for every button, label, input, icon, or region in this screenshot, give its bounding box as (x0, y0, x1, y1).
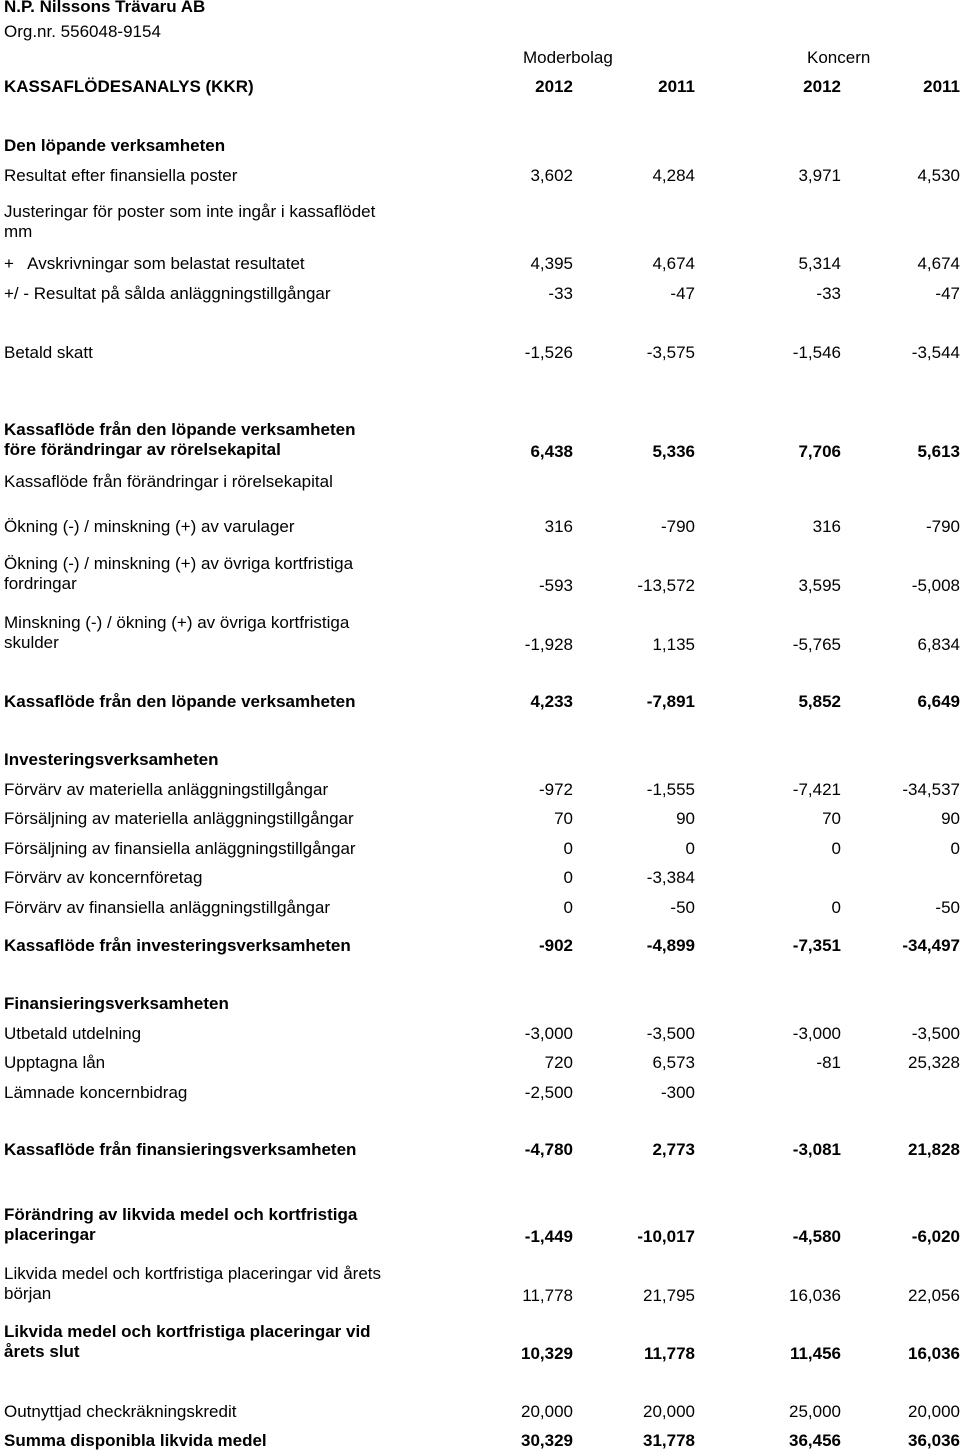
row-label: Outnyttjad checkräkningskredit (4, 1402, 237, 1421)
row-label: + Avskrivningar som belastat resultatet (4, 254, 305, 273)
cell-value: -3,384 (646, 868, 695, 887)
cell-value: 36,456 (789, 1431, 841, 1450)
cell-value: 3,595 (798, 576, 841, 595)
cell-value: 316 (544, 517, 573, 536)
row-label: Upptagna lån (4, 1053, 106, 1072)
cell-value: -2,500 (524, 1083, 573, 1102)
row-label (4, 1264, 381, 1304)
row-label-line: Justeringar för poster som inte ingår i kassaflödet (4, 202, 376, 221)
cell-value: 4,674 (917, 254, 960, 273)
cell-value: 720 (544, 1053, 573, 1072)
org-number: Org.nr. 556048-9154 (4, 22, 161, 41)
row-label: Kassaflöde från finansieringsverksamheten (4, 1140, 357, 1159)
cell-value: -13,572 (637, 576, 695, 595)
table-row (0, 254, 960, 274)
cell-value: -972 (538, 780, 573, 799)
cell-value: 5,336 (652, 442, 695, 461)
cell-value: 5,613 (917, 442, 960, 461)
table-row (0, 1024, 960, 1044)
document-title: KASSAFLÖDESANALYS (KKR) (4, 77, 254, 96)
table-row (0, 1053, 960, 1073)
row-label-line: före förändringar av rörelsekapital (4, 440, 281, 459)
row-label: Summa disponibla likvida medel (4, 1431, 267, 1450)
cell-value: 36,036 (908, 1431, 960, 1450)
row-label-line: fordringar (4, 574, 77, 593)
cell-value: 6,438 (530, 442, 573, 461)
year-header: 2012 (535, 77, 573, 96)
table-row (0, 780, 960, 800)
cell-value: -5,008 (911, 576, 960, 595)
cell-value: 316 (812, 517, 841, 536)
row-label-line: mm (4, 222, 33, 241)
subtotal-row (0, 1140, 960, 1160)
table-row (0, 1402, 960, 1422)
subtotal-row (0, 420, 960, 461)
cell-value: 20,000 (521, 1402, 573, 1421)
cell-value: 1,135 (652, 635, 695, 654)
row-label: +/ - Resultat på sålda anläggningstillgångar (4, 284, 331, 303)
row-label: Betald skatt (4, 343, 93, 362)
cell-value: 0 (950, 839, 960, 858)
cell-value: -34,537 (902, 780, 960, 799)
row-label-line: skulder (4, 633, 59, 652)
cell-value: -1,546 (792, 343, 841, 362)
cell-value: 31,778 (643, 1431, 695, 1450)
cell-value: -4,580 (792, 1227, 841, 1246)
cell-value: -1,555 (646, 780, 695, 799)
cell-value: 22,056 (908, 1286, 960, 1305)
group-header-parent: Moderbolag (523, 48, 613, 67)
cell-value: -3,500 (646, 1024, 695, 1043)
cell-value: -3,000 (792, 1024, 841, 1043)
year-header: 2012 (803, 77, 841, 96)
cell-value: -1,928 (524, 635, 573, 654)
cell-value: -790 (660, 517, 695, 536)
cell-value: 4,530 (917, 166, 960, 185)
company-name: N.P. Nilssons Trävaru AB (4, 0, 206, 16)
cell-value: 6,649 (917, 692, 960, 711)
year-header: 2011 (923, 77, 960, 96)
cell-value: 2,773 (652, 1140, 695, 1159)
table-header-row (0, 77, 960, 97)
cell-value: 16,036 (908, 1344, 960, 1363)
cell-value: 20,000 (908, 1402, 960, 1421)
table-row (0, 343, 960, 363)
cell-value: 25,328 (908, 1053, 960, 1072)
cell-value: -902 (538, 936, 573, 955)
cell-value: -3,000 (524, 1024, 573, 1043)
cell-value: -81 (816, 1053, 841, 1072)
row-label: Förvärv av materiella anläggningstillgångar (4, 780, 329, 799)
cell-value: 90 (676, 809, 695, 828)
row-label-line: Minskning (-) / ökning (+) av övriga kortfristiga (4, 613, 350, 632)
cell-value: -33 (548, 284, 573, 303)
row-label: Förvärv av koncernföretag (4, 868, 203, 887)
year-header: 2011 (658, 77, 695, 96)
cell-value: 25,000 (789, 1402, 841, 1421)
row-label (4, 202, 375, 242)
cell-value: -33 (816, 284, 841, 303)
cell-value: 16,036 (789, 1286, 841, 1305)
table-row (0, 809, 960, 829)
section-heading-financing (0, 994, 960, 1014)
row-label: Kassaflöde från den löpande verksamheten (4, 692, 356, 711)
row-label-line: Likvida medel och kortfristiga placeringar vid (4, 1322, 371, 1341)
section-heading-investing (0, 750, 960, 770)
table-row (0, 613, 960, 654)
row-label: Den löpande verksamheten (4, 136, 226, 155)
row-label-line: Förändring av likvida medel och kortfristiga (4, 1205, 358, 1224)
cell-value: 10,329 (521, 1344, 573, 1363)
row-label (4, 1205, 357, 1245)
cell-value: 11,778 (522, 1286, 573, 1305)
cell-value: 21,828 (908, 1140, 960, 1159)
subtotal-row (0, 692, 960, 712)
cell-value: 70 (554, 809, 573, 828)
row-label-line: placeringar (4, 1225, 96, 1244)
cell-value: -1,449 (524, 1227, 573, 1246)
row-label (4, 554, 353, 594)
cell-value: 3,602 (530, 166, 573, 185)
cell-value: 4,395 (530, 254, 573, 273)
row-label-line: Likvida medel och kortfristiga placeringar vid årets (4, 1264, 382, 1283)
total-row (0, 1431, 960, 1451)
cell-value: 5,852 (798, 692, 841, 711)
table-row (0, 554, 960, 595)
cell-value: -7,421 (792, 780, 841, 799)
cell-value: 90 (941, 809, 960, 828)
cell-value: 0 (831, 839, 841, 858)
row-label: Ökning (-) / minskning (+) av varulager (4, 517, 295, 536)
group-header-group: Koncern (807, 48, 871, 67)
cell-value: 20,000 (643, 1402, 695, 1421)
cell-value: -10,017 (637, 1227, 695, 1246)
cell-value: 0 (831, 898, 841, 917)
table-row (0, 868, 960, 888)
cell-value: 0 (685, 839, 695, 858)
row-label-line: Kassaflöde från den löpande verksamheten (4, 420, 356, 439)
cell-value: 3,971 (798, 166, 841, 185)
table-row (0, 1264, 960, 1305)
row-label (4, 613, 349, 653)
cell-value: 4,284 (652, 166, 695, 185)
cell-value: 4,233 (530, 692, 573, 711)
row-label: Resultat efter finansiella poster (4, 166, 238, 185)
cell-value: -47 (670, 284, 695, 303)
subtotal-row (0, 936, 960, 956)
row-label: Kassaflöde från investeringsverksamheten (4, 936, 351, 955)
cell-value: 11,456 (789, 1344, 841, 1363)
row-label (4, 1322, 371, 1362)
cell-value: -3,081 (792, 1140, 841, 1159)
cell-value: 6,573 (652, 1053, 695, 1072)
table-row (0, 284, 960, 304)
cell-value: -7,351 (792, 936, 841, 955)
cell-value: -5,765 (792, 635, 841, 654)
cell-value: 6,834 (917, 635, 960, 654)
table-row (0, 202, 960, 241)
cell-value: -50 (670, 898, 695, 917)
row-label: Investeringsverksamheten (4, 750, 219, 769)
table-row (0, 517, 960, 537)
cell-value: -3,575 (646, 343, 695, 362)
table-row (0, 898, 960, 918)
cell-value: 0 (563, 839, 573, 858)
subtotal-row (0, 1322, 960, 1363)
row-label: Kassaflöde från förändringar i rörelsekapital (4, 472, 333, 491)
table-row (0, 472, 960, 492)
row-label-line: årets slut (4, 1342, 80, 1361)
cell-value: 70 (822, 809, 841, 828)
table-row (0, 1083, 960, 1103)
row-label: Finansieringsverksamheten (4, 994, 229, 1013)
row-label: Förvärv av finansiella anläggningstillgångar (4, 898, 331, 917)
cell-value: -3,544 (911, 343, 960, 362)
cell-value: -1,526 (524, 343, 573, 362)
cell-value: 7,706 (798, 442, 841, 461)
cell-value: -7,891 (646, 692, 695, 711)
cell-value: 4,674 (652, 254, 695, 273)
row-label-line: Ökning (-) / minskning (+) av övriga kortfristiga (4, 554, 354, 573)
cell-value: 0 (563, 868, 573, 887)
row-label: Lämnade koncernbidrag (4, 1083, 188, 1102)
subtotal-row (0, 1205, 960, 1246)
row-label: Utbetald utdelning (4, 1024, 142, 1043)
row-label-line: början (4, 1284, 52, 1303)
cell-value: -593 (538, 576, 573, 595)
cell-value: 5,314 (798, 254, 841, 273)
cell-value: -300 (660, 1083, 695, 1102)
cell-value: -6,020 (911, 1227, 960, 1246)
cell-value: 0 (563, 898, 573, 917)
cell-value: 30,329 (521, 1431, 573, 1450)
cell-value: -4,780 (524, 1140, 573, 1159)
cell-value: -3,500 (911, 1024, 960, 1043)
row-label: Försäljning av materiella anläggningstillgångar (4, 809, 354, 828)
cell-value: -790 (925, 517, 960, 536)
table-row (0, 839, 960, 859)
cell-value: -34,497 (902, 936, 960, 955)
row-label (4, 420, 355, 460)
row-label: Försäljning av finansiella anläggningstillgångar (4, 839, 356, 858)
cell-value: -47 (935, 284, 960, 303)
cell-value: 11,778 (643, 1344, 695, 1363)
cell-value: 21,795 (643, 1286, 695, 1305)
cell-value: -50 (935, 898, 960, 917)
section-heading-operating (0, 136, 960, 156)
cell-value: -4,899 (646, 936, 695, 955)
table-row (0, 166, 960, 186)
